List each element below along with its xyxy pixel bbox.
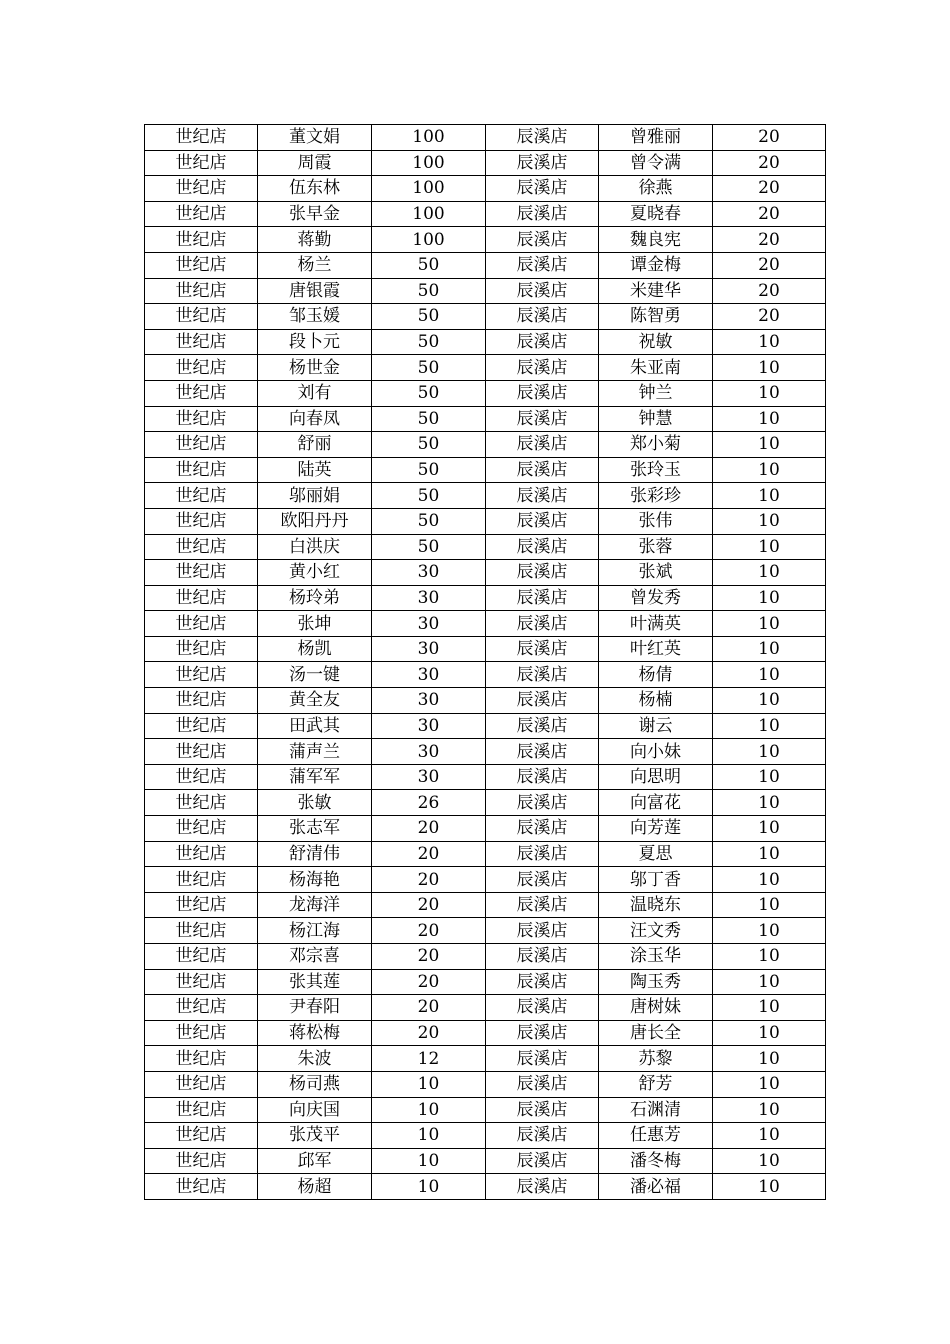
cell-store-right: 辰溪店	[486, 329, 599, 355]
table-row	[145, 329, 826, 355]
cell-store-left: 世纪店	[145, 201, 258, 227]
cell-name-left: 张志军	[258, 816, 372, 842]
cell-store-right: 辰溪店	[486, 1174, 599, 1200]
cell-name-right: 谢云	[599, 713, 713, 739]
cell-store-right: 辰溪店	[486, 483, 599, 509]
cell-store-left: 世纪店	[145, 790, 258, 816]
cell-name-left: 邬丽娟	[258, 483, 372, 509]
cell-name-right: 张伟	[599, 508, 713, 534]
cell-name-left: 朱波	[258, 1046, 372, 1072]
cell-store-left: 世纪店	[145, 457, 258, 483]
cell-name-right: 潘必福	[599, 1174, 713, 1200]
cell-store-right: 辰溪店	[486, 841, 599, 867]
cell-store-right: 辰溪店	[486, 969, 599, 995]
cell-amount-right: 10	[713, 534, 826, 560]
table-row	[145, 918, 826, 944]
table-row	[145, 278, 826, 304]
cell-store-right: 辰溪店	[486, 406, 599, 432]
cell-amount-left: 50	[372, 406, 486, 432]
cell-amount-left: 10	[372, 1097, 486, 1123]
cell-amount-left: 30	[372, 739, 486, 765]
cell-store-right: 辰溪店	[486, 304, 599, 330]
cell-store-left: 世纪店	[145, 355, 258, 381]
cell-name-left: 田武其	[258, 713, 372, 739]
cell-amount-right: 10	[713, 380, 826, 406]
cell-amount-left: 30	[372, 611, 486, 637]
cell-store-left: 世纪店	[145, 1071, 258, 1097]
cell-name-right: 唐长全	[599, 1020, 713, 1046]
cell-name-left: 杨海艳	[258, 867, 372, 893]
cell-store-right: 辰溪店	[486, 227, 599, 253]
cell-name-left: 尹春阳	[258, 995, 372, 1021]
cell-name-right: 曾发秀	[599, 585, 713, 611]
cell-amount-right: 10	[713, 944, 826, 970]
cell-name-left: 黄小红	[258, 560, 372, 586]
cell-store-left: 世纪店	[145, 739, 258, 765]
cell-store-right: 辰溪店	[486, 432, 599, 458]
cell-store-left: 世纪店	[145, 892, 258, 918]
cell-store-left: 世纪店	[145, 534, 258, 560]
cell-name-right: 陈智勇	[599, 304, 713, 330]
cell-store-left: 世纪店	[145, 1148, 258, 1174]
cell-store-right: 辰溪店	[486, 816, 599, 842]
cell-store-left: 世纪店	[145, 150, 258, 176]
cell-amount-left: 20	[372, 816, 486, 842]
cell-name-right: 向小妹	[599, 739, 713, 765]
cell-store-left: 世纪店	[145, 125, 258, 151]
cell-name-left: 周霞	[258, 150, 372, 176]
cell-name-right: 唐树妹	[599, 995, 713, 1021]
table-row	[145, 457, 826, 483]
cell-store-right: 辰溪店	[486, 150, 599, 176]
table-row	[145, 1123, 826, 1149]
table-row	[145, 867, 826, 893]
cell-name-right: 涂玉华	[599, 944, 713, 970]
cell-amount-right: 10	[713, 688, 826, 714]
table-row	[145, 1046, 826, 1072]
cell-store-right: 辰溪店	[486, 1020, 599, 1046]
cell-name-left: 杨江海	[258, 918, 372, 944]
cell-amount-left: 20	[372, 944, 486, 970]
cell-amount-left: 10	[372, 1174, 486, 1200]
cell-store-left: 世纪店	[145, 406, 258, 432]
table-row	[145, 739, 826, 765]
cell-amount-left: 50	[372, 380, 486, 406]
cell-name-left: 唐银霞	[258, 278, 372, 304]
cell-store-left: 世纪店	[145, 304, 258, 330]
cell-name-right: 向思明	[599, 764, 713, 790]
cell-amount-right: 10	[713, 892, 826, 918]
cell-amount-left: 20	[372, 841, 486, 867]
cell-amount-right: 10	[713, 867, 826, 893]
cell-amount-left: 26	[372, 790, 486, 816]
cell-store-right: 辰溪店	[486, 739, 599, 765]
cell-name-left: 杨世金	[258, 355, 372, 381]
table-row	[145, 508, 826, 534]
cell-store-right: 辰溪店	[486, 636, 599, 662]
table-row	[145, 611, 826, 637]
cell-store-left: 世纪店	[145, 713, 258, 739]
cell-store-right: 辰溪店	[486, 1046, 599, 1072]
cell-name-left: 汤一键	[258, 662, 372, 688]
cell-name-right: 杨倩	[599, 662, 713, 688]
cell-amount-right: 10	[713, 662, 826, 688]
cell-store-right: 辰溪店	[486, 125, 599, 151]
cell-name-left: 蒲声兰	[258, 739, 372, 765]
cell-amount-right: 10	[713, 483, 826, 509]
cell-amount-left: 50	[372, 508, 486, 534]
cell-store-left: 世纪店	[145, 636, 258, 662]
cell-amount-right: 10	[713, 969, 826, 995]
cell-store-left: 世纪店	[145, 918, 258, 944]
cell-amount-right: 10	[713, 739, 826, 765]
cell-amount-right: 10	[713, 1097, 826, 1123]
cell-name-right: 任惠芳	[599, 1123, 713, 1149]
cell-name-right: 杨楠	[599, 688, 713, 714]
cell-amount-left: 100	[372, 176, 486, 202]
cell-amount-right: 10	[713, 329, 826, 355]
cell-amount-right: 10	[713, 636, 826, 662]
table-row	[145, 790, 826, 816]
cell-store-left: 世纪店	[145, 176, 258, 202]
cell-store-left: 世纪店	[145, 483, 258, 509]
cell-amount-left: 12	[372, 1046, 486, 1072]
cell-store-right: 辰溪店	[486, 662, 599, 688]
cell-amount-right: 10	[713, 355, 826, 381]
cell-store-right: 辰溪店	[486, 944, 599, 970]
cell-amount-left: 50	[372, 304, 486, 330]
cell-amount-left: 50	[372, 483, 486, 509]
table-row	[145, 150, 826, 176]
cell-store-left: 世纪店	[145, 329, 258, 355]
cell-name-right: 张蓉	[599, 534, 713, 560]
cell-amount-left: 30	[372, 560, 486, 586]
table-row	[145, 636, 826, 662]
cell-store-right: 辰溪店	[486, 585, 599, 611]
cell-name-right: 朱亚南	[599, 355, 713, 381]
cell-store-left: 世纪店	[145, 1097, 258, 1123]
table-row	[145, 380, 826, 406]
cell-amount-left: 50	[372, 278, 486, 304]
cell-amount-left: 50	[372, 432, 486, 458]
cell-name-right: 钟兰	[599, 380, 713, 406]
table-row	[145, 227, 826, 253]
cell-store-left: 世纪店	[145, 944, 258, 970]
cell-name-left: 刘有	[258, 380, 372, 406]
cell-amount-right: 10	[713, 1148, 826, 1174]
table-row	[145, 995, 826, 1021]
cell-amount-left: 10	[372, 1123, 486, 1149]
cell-amount-right: 10	[713, 432, 826, 458]
cell-name-right: 魏良宪	[599, 227, 713, 253]
cell-name-right: 谭金梅	[599, 252, 713, 278]
cell-amount-right: 10	[713, 1174, 826, 1200]
table-row	[145, 534, 826, 560]
cell-store-right: 辰溪店	[486, 380, 599, 406]
cell-amount-left: 20	[372, 867, 486, 893]
cell-name-right: 祝敏	[599, 329, 713, 355]
cell-store-right: 辰溪店	[486, 176, 599, 202]
cell-name-right: 夏晓春	[599, 201, 713, 227]
cell-name-left: 张茂平	[258, 1123, 372, 1149]
table-row	[145, 585, 826, 611]
cell-store-left: 世纪店	[145, 585, 258, 611]
cell-store-left: 世纪店	[145, 816, 258, 842]
cell-amount-left: 30	[372, 662, 486, 688]
cell-amount-right: 10	[713, 585, 826, 611]
table-row	[145, 841, 826, 867]
cell-name-right: 叶满英	[599, 611, 713, 637]
cell-store-left: 世纪店	[145, 432, 258, 458]
cell-store-right: 辰溪店	[486, 995, 599, 1021]
cell-amount-right: 20	[713, 125, 826, 151]
table-row	[145, 1097, 826, 1123]
cell-name-right: 潘冬梅	[599, 1148, 713, 1174]
cell-amount-left: 50	[372, 252, 486, 278]
cell-name-left: 张早金	[258, 201, 372, 227]
cell-amount-right: 10	[713, 611, 826, 637]
cell-amount-left: 20	[372, 918, 486, 944]
cell-name-left: 蒲军军	[258, 764, 372, 790]
table-row	[145, 560, 826, 586]
cell-amount-right: 10	[713, 995, 826, 1021]
cell-amount-right: 20	[713, 176, 826, 202]
cell-store-left: 世纪店	[145, 380, 258, 406]
cell-name-right: 苏黎	[599, 1046, 713, 1072]
cell-amount-right: 10	[713, 816, 826, 842]
cell-name-left: 向春凤	[258, 406, 372, 432]
cell-amount-left: 100	[372, 201, 486, 227]
table-row	[145, 944, 826, 970]
cell-name-left: 张其莲	[258, 969, 372, 995]
cell-store-left: 世纪店	[145, 252, 258, 278]
cell-name-left: 伍东林	[258, 176, 372, 202]
cell-amount-left: 100	[372, 125, 486, 151]
cell-store-right: 辰溪店	[486, 201, 599, 227]
cell-name-right: 徐燕	[599, 176, 713, 202]
cell-name-left: 杨超	[258, 1174, 372, 1200]
table-row	[145, 176, 826, 202]
cell-amount-left: 20	[372, 995, 486, 1021]
cell-amount-right: 10	[713, 508, 826, 534]
cell-name-right: 米建华	[599, 278, 713, 304]
cell-store-right: 辰溪店	[486, 713, 599, 739]
table-row	[145, 125, 826, 151]
cell-amount-right: 10	[713, 764, 826, 790]
cell-store-right: 辰溪店	[486, 688, 599, 714]
cell-name-left: 杨玲弟	[258, 585, 372, 611]
roster-table-body	[145, 125, 826, 1200]
cell-amount-left: 30	[372, 713, 486, 739]
table-row	[145, 662, 826, 688]
cell-store-right: 辰溪店	[486, 1148, 599, 1174]
cell-amount-right: 10	[713, 841, 826, 867]
cell-store-right: 辰溪店	[486, 790, 599, 816]
cell-name-right: 汪文秀	[599, 918, 713, 944]
cell-name-right: 曾令满	[599, 150, 713, 176]
cell-store-left: 世纪店	[145, 611, 258, 637]
table-row	[145, 816, 826, 842]
cell-store-left: 世纪店	[145, 227, 258, 253]
cell-amount-right: 20	[713, 278, 826, 304]
cell-store-left: 世纪店	[145, 560, 258, 586]
cell-name-left: 蒋勤	[258, 227, 372, 253]
cell-store-left: 世纪店	[145, 508, 258, 534]
table-row	[145, 406, 826, 432]
cell-name-right: 曾雅丽	[599, 125, 713, 151]
table-row	[145, 201, 826, 227]
cell-store-left: 世纪店	[145, 662, 258, 688]
cell-name-left: 杨司燕	[258, 1071, 372, 1097]
cell-store-right: 辰溪店	[486, 1071, 599, 1097]
cell-amount-right: 10	[713, 1046, 826, 1072]
cell-store-left: 世纪店	[145, 764, 258, 790]
table-row	[145, 304, 826, 330]
cell-name-right: 叶红英	[599, 636, 713, 662]
cell-amount-right: 10	[713, 713, 826, 739]
cell-store-right: 辰溪店	[486, 1123, 599, 1149]
cell-name-left: 陆英	[258, 457, 372, 483]
cell-name-left: 向庆国	[258, 1097, 372, 1123]
cell-store-right: 辰溪店	[486, 764, 599, 790]
cell-name-left: 张坤	[258, 611, 372, 637]
cell-amount-right: 10	[713, 406, 826, 432]
table-row	[145, 1020, 826, 1046]
cell-store-right: 辰溪店	[486, 611, 599, 637]
table-row	[145, 764, 826, 790]
cell-amount-right: 20	[713, 150, 826, 176]
cell-store-right: 辰溪店	[486, 508, 599, 534]
cell-store-left: 世纪店	[145, 278, 258, 304]
cell-amount-left: 30	[372, 764, 486, 790]
cell-name-left: 段卜元	[258, 329, 372, 355]
cell-amount-right: 20	[713, 201, 826, 227]
cell-store-right: 辰溪店	[486, 560, 599, 586]
cell-amount-right: 10	[713, 560, 826, 586]
table-row	[145, 688, 826, 714]
cell-store-right: 辰溪店	[486, 457, 599, 483]
cell-store-left: 世纪店	[145, 688, 258, 714]
table-row	[145, 252, 826, 278]
cell-amount-left: 50	[372, 534, 486, 560]
table-row	[145, 1071, 826, 1097]
cell-name-right: 向芳莲	[599, 816, 713, 842]
cell-amount-left: 100	[372, 150, 486, 176]
cell-store-right: 辰溪店	[486, 355, 599, 381]
cell-store-right: 辰溪店	[486, 892, 599, 918]
cell-amount-right: 10	[713, 1123, 826, 1149]
cell-name-left: 黄全友	[258, 688, 372, 714]
cell-name-right: 张斌	[599, 560, 713, 586]
cell-name-left: 邱军	[258, 1148, 372, 1174]
cell-name-left: 龙海洋	[258, 892, 372, 918]
cell-name-right: 张彩珍	[599, 483, 713, 509]
cell-amount-right: 10	[713, 1071, 826, 1097]
cell-name-left: 张敏	[258, 790, 372, 816]
cell-store-right: 辰溪店	[486, 867, 599, 893]
cell-amount-left: 10	[372, 1071, 486, 1097]
cell-name-right: 郑小菊	[599, 432, 713, 458]
cell-store-left: 世纪店	[145, 995, 258, 1021]
cell-store-left: 世纪店	[145, 1046, 258, 1072]
table-row	[145, 713, 826, 739]
cell-amount-left: 30	[372, 636, 486, 662]
table-row	[145, 892, 826, 918]
cell-amount-left: 50	[372, 457, 486, 483]
table-row	[145, 432, 826, 458]
cell-name-left: 舒丽	[258, 432, 372, 458]
cell-amount-left: 10	[372, 1148, 486, 1174]
cell-amount-left: 50	[372, 329, 486, 355]
cell-store-left: 世纪店	[145, 1174, 258, 1200]
table-row	[145, 355, 826, 381]
cell-name-right: 钟慧	[599, 406, 713, 432]
cell-name-right: 陶玉秀	[599, 969, 713, 995]
cell-store-left: 世纪店	[145, 867, 258, 893]
cell-name-left: 邹玉媛	[258, 304, 372, 330]
cell-amount-left: 50	[372, 355, 486, 381]
cell-name-right: 温晓东	[599, 892, 713, 918]
cell-name-right: 张玲玉	[599, 457, 713, 483]
cell-amount-right: 20	[713, 227, 826, 253]
cell-name-left: 白洪庆	[258, 534, 372, 560]
cell-name-right: 邬丁香	[599, 867, 713, 893]
cell-amount-right: 10	[713, 457, 826, 483]
cell-amount-right: 10	[713, 1020, 826, 1046]
cell-store-left: 世纪店	[145, 969, 258, 995]
cell-name-left: 杨兰	[258, 252, 372, 278]
roster-table	[144, 124, 826, 1200]
cell-amount-right: 10	[713, 790, 826, 816]
cell-name-left: 邓宗喜	[258, 944, 372, 970]
cell-name-left: 蒋松梅	[258, 1020, 372, 1046]
cell-amount-left: 100	[372, 227, 486, 253]
table-row	[145, 1148, 826, 1174]
cell-amount-right: 20	[713, 304, 826, 330]
cell-amount-left: 30	[372, 585, 486, 611]
cell-store-left: 世纪店	[145, 1123, 258, 1149]
cell-name-left: 董文娟	[258, 125, 372, 151]
cell-amount-right: 10	[713, 918, 826, 944]
cell-name-left: 杨凯	[258, 636, 372, 662]
cell-store-right: 辰溪店	[486, 278, 599, 304]
cell-name-right: 向富花	[599, 790, 713, 816]
cell-store-right: 辰溪店	[486, 534, 599, 560]
cell-store-right: 辰溪店	[486, 918, 599, 944]
cell-name-left: 欧阳丹丹	[258, 508, 372, 534]
cell-name-right: 舒芳	[599, 1071, 713, 1097]
table-row	[145, 483, 826, 509]
cell-store-right: 辰溪店	[486, 1097, 599, 1123]
cell-amount-right: 20	[713, 252, 826, 278]
cell-name-right: 石渊清	[599, 1097, 713, 1123]
cell-amount-left: 20	[372, 1020, 486, 1046]
table-row	[145, 1174, 826, 1200]
cell-name-right: 夏思	[599, 841, 713, 867]
cell-amount-left: 20	[372, 892, 486, 918]
cell-amount-left: 30	[372, 688, 486, 714]
cell-name-left: 舒清伟	[258, 841, 372, 867]
cell-amount-left: 20	[372, 969, 486, 995]
cell-store-left: 世纪店	[145, 1020, 258, 1046]
table-row	[145, 969, 826, 995]
cell-store-right: 辰溪店	[486, 252, 599, 278]
cell-store-left: 世纪店	[145, 841, 258, 867]
